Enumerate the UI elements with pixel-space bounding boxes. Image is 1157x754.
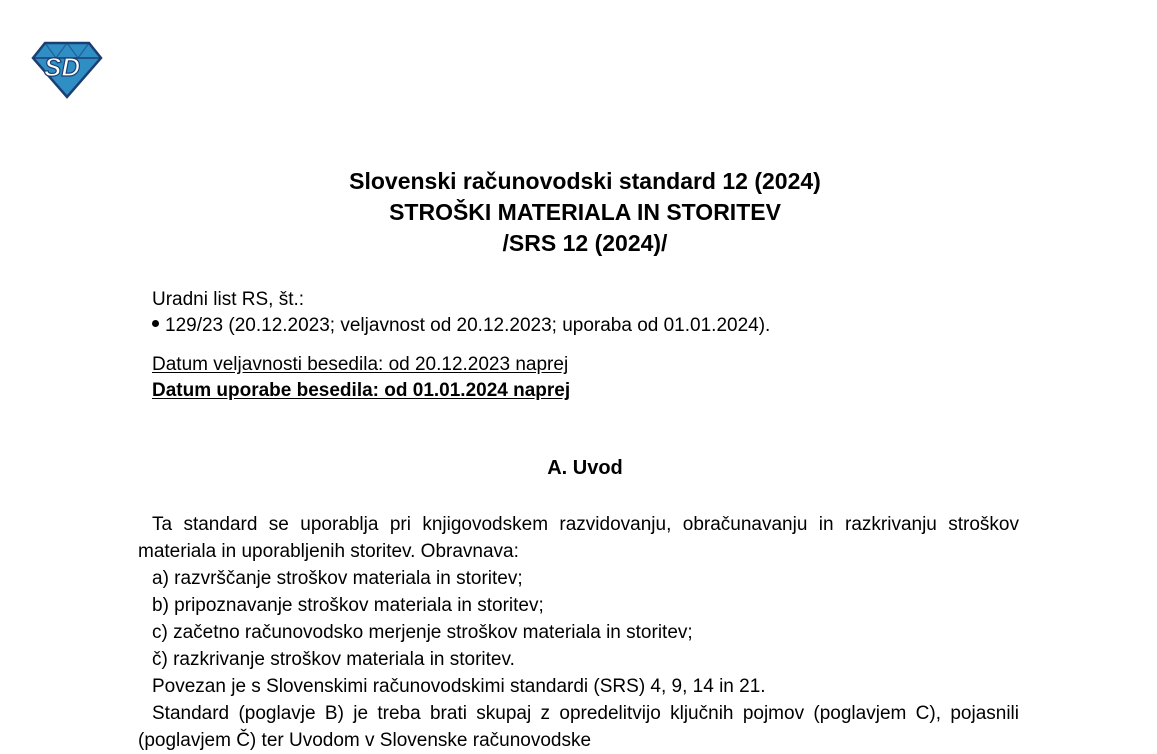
title-line-subject: STROŠKI MATERIALA IN STORITEV — [389, 199, 781, 225]
bullet-icon — [152, 320, 159, 327]
gazette-entry-row — [152, 313, 770, 339]
validity-dates — [152, 352, 570, 404]
list-item: c) začetno računovodsko merjenje stroškov materiala in storitev; — [152, 622, 693, 643]
gazette-entry: 129/23 (20.12.2023; veljavnost od 20.12.2023; uporaba od 01.01.2024). — [165, 315, 771, 336]
related-standards-paragraph: Povezan je s Slovenskimi računovodskimi standardi (SRS) 4, 9, 14 in 21. — [152, 676, 766, 697]
sd-shield-logo-icon — [30, 40, 104, 100]
gazette-label: Uradni list RS, št.: — [152, 289, 305, 310]
document-title — [0, 166, 1157, 259]
logo-lettering: SD — [44, 52, 81, 82]
application-date: Datum uporabe besedila: od 01.01.2024 naprej — [152, 380, 571, 401]
reading-paragraph: Standard (poglavje B) je treba brati skupaj z opredelitvijo ključnih pojmov (poglavjem C), pojasnili (poglavjem Č) ter Uvodom v Slovenske računovodske — [138, 703, 1019, 751]
validity-date: Datum veljavnosti besedila: od 20.12.2023 naprej — [152, 354, 569, 375]
list-item: č) razkrivanje stroškov materiala in storitev. — [152, 649, 515, 670]
logo — [30, 40, 104, 100]
title-line-standard: Slovenski računovodski standard 12 (2024) — [349, 168, 821, 194]
gazette-reference — [152, 287, 770, 339]
section-body — [138, 511, 1019, 754]
section-heading: A. Uvod — [547, 457, 623, 479]
intro-paragraph: Ta standard se uporablja pri knjigovodskem razvidovanju, obračunavanju in razkrivanju stroškov materiala in uporabljenih storitev. Obravnava: — [138, 514, 1019, 562]
list-item: b) pripoznavanje stroškov materiala in storitev; — [152, 595, 544, 616]
list-item: a) razvrščanje stroškov materiala in storitev; — [152, 568, 523, 589]
title-line-code: /SRS 12 (2024)/ — [502, 230, 668, 256]
